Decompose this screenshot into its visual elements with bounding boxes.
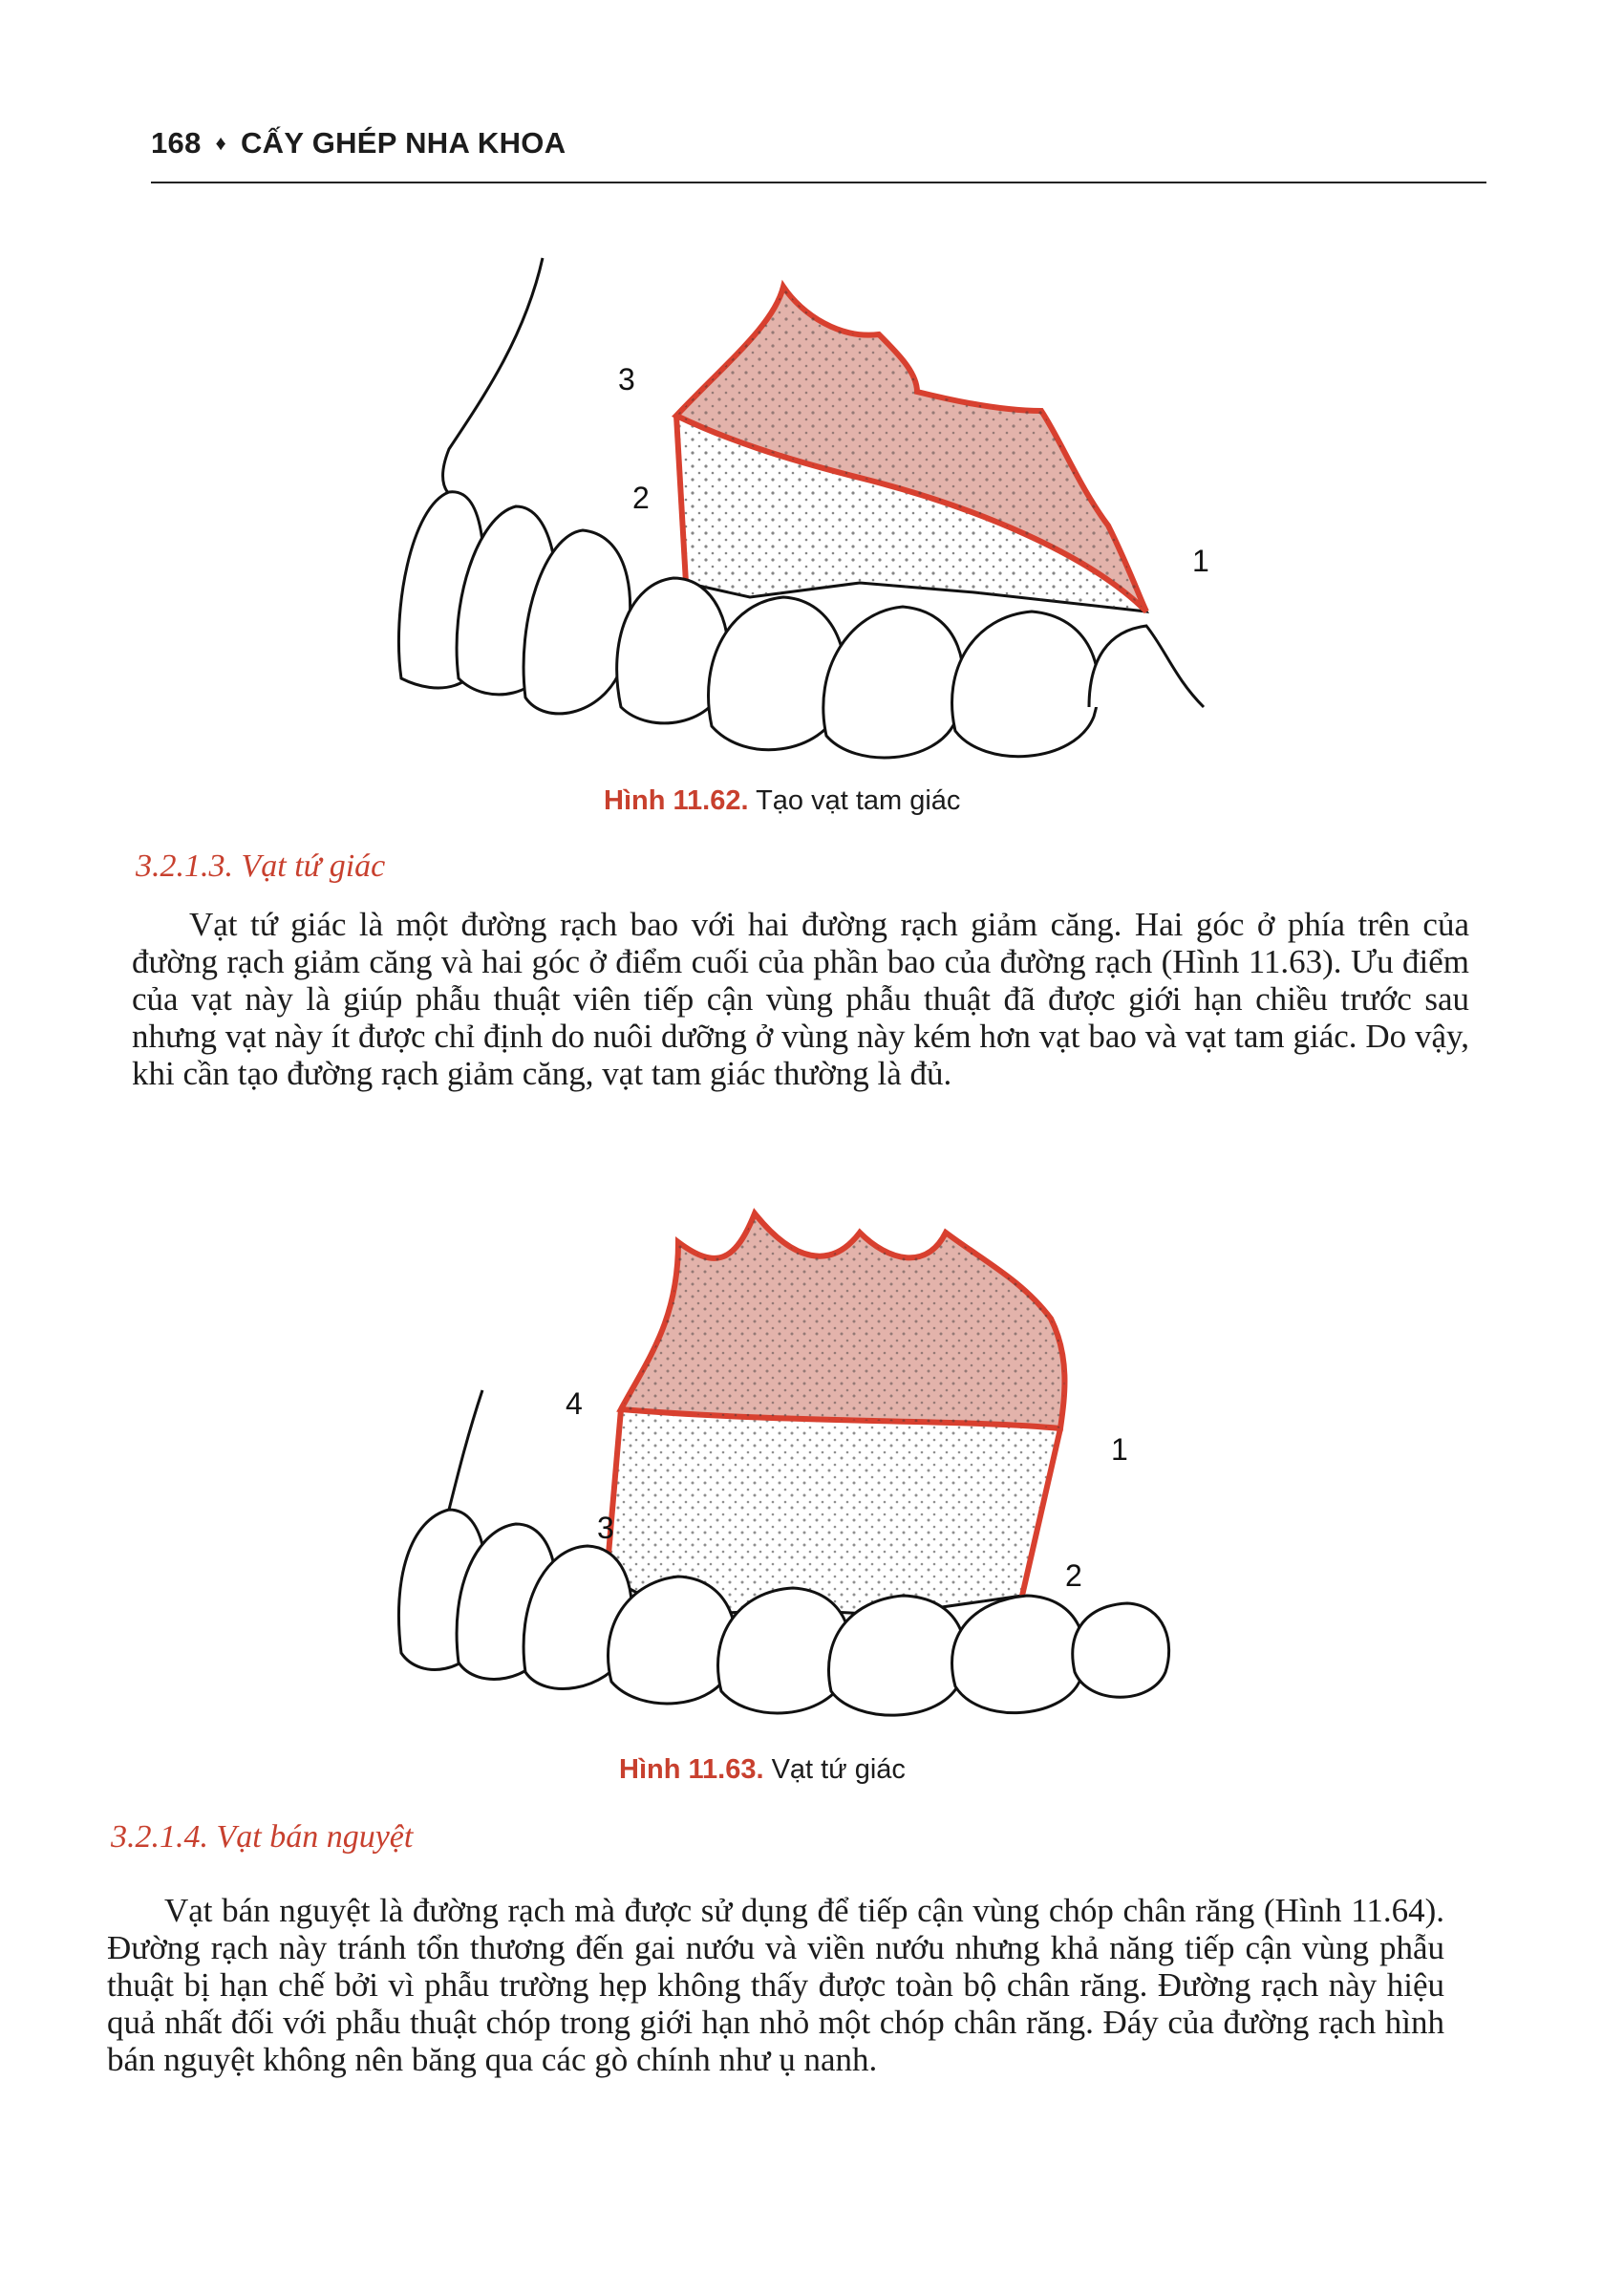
figure2-caption (619, 1754, 906, 1786)
figure1-caption-text: Tạo vạt tam giác (756, 785, 961, 816)
figure1-caption-number: Hình 11.62. (604, 785, 749, 816)
section-heading-semilunar-flap: 3.2.1.4. Vạt bán nguyệt (111, 1819, 414, 1855)
figure1-caption (604, 785, 960, 817)
figure-quadrilateral-flap (392, 1194, 1213, 1758)
book-title: CẤY GHÉP NHA KHOA (241, 126, 566, 160)
fig1-label-1: 1 (1192, 544, 1209, 578)
header-rule (151, 182, 1486, 183)
figure2-caption-number: Hình 11.63. (619, 1754, 764, 1785)
paragraph-semilunar-flap (107, 1892, 1444, 2078)
fig2-label-4: 4 (566, 1386, 583, 1421)
fig1-label-2: 2 (632, 481, 650, 515)
fig2-label-1: 1 (1111, 1432, 1128, 1467)
fig2-label-3: 3 (597, 1511, 614, 1545)
paragraph-quadrilateral-flap (132, 906, 1469, 1092)
fig2-label-2: 2 (1065, 1558, 1082, 1593)
section-heading-quadrilateral-flap: 3.2.1.3. Vạt tứ giác (136, 848, 386, 884)
diamond-separator-icon: ♦ (215, 131, 227, 155)
running-header (151, 126, 566, 161)
figure2-caption-text: Vạt tứ giác (771, 1754, 906, 1785)
figure-triangular-flap (382, 248, 1242, 783)
paragraph-quadrilateral-text: Vạt tứ giác là một đường rạch bao với hai đường rạch giảm căng. Hai góc ở phía trên của đường rạch giảm căng và hai góc ở điểm cuối của phần bao của đường rạch (Hình 11.63). Ưu điểm của vạt này là giúp phẫu thuật viên tiếp cận vùng phẫu thuật đã được giới hạn chiều trước sau nhưng vạt này ít được chỉ định do nuôi dưỡng ở vùng này kém hơn vạt bao và vạt tam giác. Do vậy, khi cần tạo đường rạch giảm căng, vạt tam giác thường là đủ. (132, 906, 1469, 1092)
fig1-label-3: 3 (618, 362, 635, 397)
page-number: 168 (151, 126, 202, 160)
paragraph-semilunar-text: Vạt bán nguyệt là đường rạch mà được sử dụng để tiếp cận vùng chóp chân răng (Hình 11.64). Đường rạch này tránh tổn thương đến gai nướu và viền nướu nhưng khả năng tiếp cận vùng phẫu thuật bị hạn chế bởi vì phẫu trường hẹp không thấy được toàn bộ chân răng. Đường rạch này hiệu quả nhất đối với phẫu thuật chóp trong giới hạn nhỏ một chóp chân răng. Đáy của đường rạch hình bán nguyệt không nên băng qua các gò chính như ụ nanh. (107, 1892, 1444, 2078)
